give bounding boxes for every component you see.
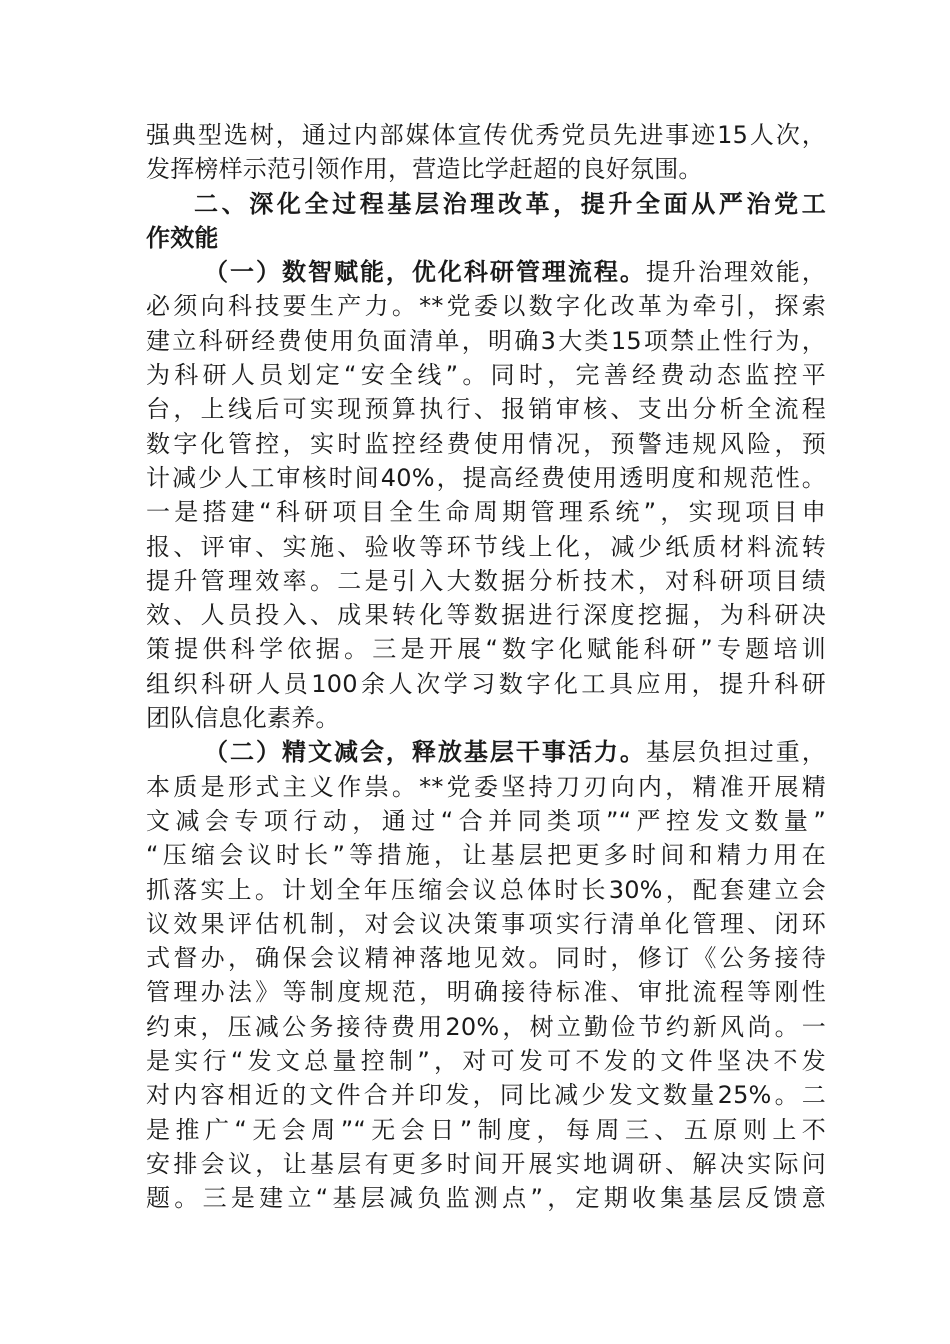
text-line: 是推广“无会周”“无会日”制度，每周三、五原则上不 (146, 1115, 826, 1144)
text-line: 对内容相近的文件合并印发，同比减少发文数量25%。二 (146, 1081, 826, 1110)
subsection-2-lead: 基层负担过重， (645, 738, 826, 767)
text-line: 抓落实上。计划全年压缩会议总体时长30%，配套建立会 (146, 875, 826, 904)
document-body (146, 118, 826, 1216)
text-line: 建立科研经费使用负面清单，明确3大类15项禁止性行为， (146, 326, 826, 355)
text-line: 本质是形式主义作祟。**党委坚持刀刃向内，精准开展精 (146, 772, 826, 801)
subsection-1-first-line (146, 255, 826, 289)
text-line: 题。三是建立“基层减负监测点”，定期收集基层反馈意 (146, 1184, 826, 1213)
text-line: 团队信息化素养。 (146, 704, 340, 733)
text-line: 必须向科技要生产力。**党委以数字化改革为牵引，探索 (146, 292, 826, 321)
subsection-2-first-line (146, 735, 826, 769)
subsection-1-lead: 提升治理效能， (645, 258, 826, 287)
text-line: 发挥榜样示范引领作用，营造比学赶超的良好氛围。 (146, 155, 703, 184)
subsection-2-heading: （二）精文减会，释放基层干事活力。 (204, 738, 646, 767)
text-line: 台，上线后可实现预算执行、报销审核、支出分析全流程 (146, 395, 826, 424)
text-line: 报、评审、实施、验收等环节线上化，减少纸质材料流转 (146, 532, 826, 561)
text-line: 式督办，确保会议精神落地见效。同时，修订《公务接待 (146, 944, 826, 973)
text-line: 计减少人工审核时间40%，提高经费使用透明度和规范性。 (146, 463, 826, 492)
text-line: 提升管理效率。二是引入大数据分析技术，对科研项目绩 (146, 566, 826, 595)
text-line: 管理办法》等制度规范，明确接待标准、审批流程等刚性 (146, 978, 826, 1007)
text-line: 是实行“发文总量控制”，对可发可不发的文件坚决不发 (146, 1047, 826, 1076)
text-line: 文减会专项行动，通过“合并同类项”“严控发文数量” (146, 806, 826, 835)
text-line: 效、人员投入、成果转化等数据进行深度挖掘，为科研决 (146, 601, 826, 630)
text-line: “压缩会议时长”等措施，让基层把更多时间和精力用在 (146, 841, 826, 870)
text-line: 强典型选树，通过内部媒体宣传优秀党员先进事迹15人次， (146, 121, 826, 149)
text-line: 策提供科学依据。三是开展“数字化赋能科研”专题培训 (146, 635, 826, 664)
text-line: 一是搭建“科研项目全生命周期管理系统”，实现项目申 (146, 498, 826, 527)
subsection-1-heading: （一）数智赋能，优化科研管理流程。 (204, 258, 646, 287)
text-line: 数字化管控，实时监控经费使用情况，预警违规风险，预 (146, 429, 826, 458)
section-heading-cont: 作效能 (146, 223, 219, 252)
text-line: 组织科研人员100余人次学习数字化工具应用，提升科研 (146, 669, 826, 698)
text-line: 安排会议，让基层有更多时间开展实地调研、解决实际问 (146, 1149, 826, 1178)
text-line: 议效果评估机制，对会议决策事项实行清单化管理、闭环 (146, 909, 826, 938)
section-heading: 二、深化全过程基层治理改革，提升全面从严治党工 (194, 189, 826, 218)
text-line: 约束，压减公务接待费用20%，树立勤俭节约新风尚。一 (146, 1012, 826, 1041)
text-line: 为科研人员划定“安全线”。同时，完善经费动态监控平 (146, 361, 826, 390)
